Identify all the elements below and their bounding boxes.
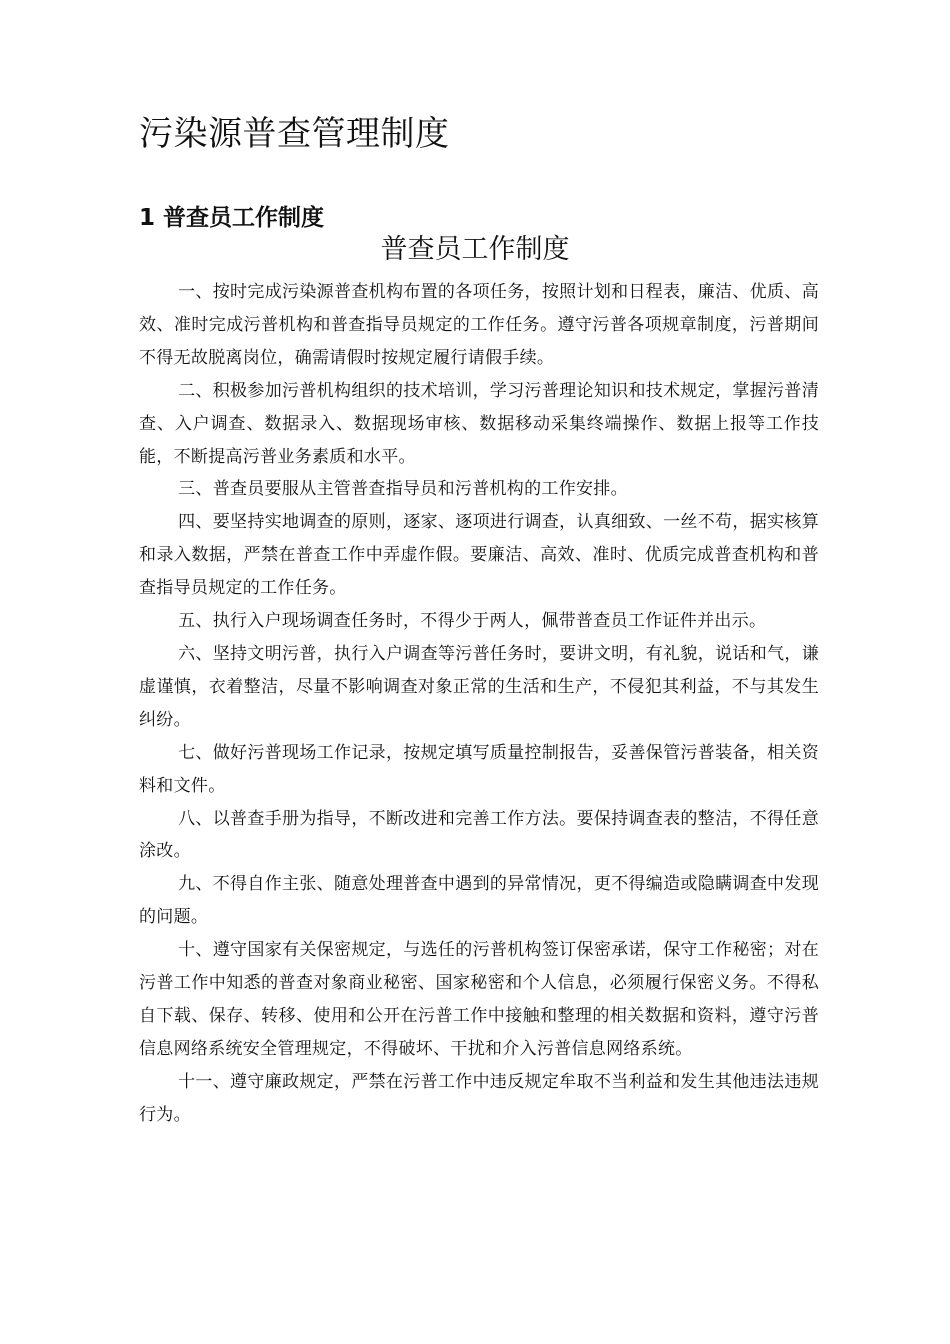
document-body	[139, 276, 819, 1132]
paragraph-2: 二、积极参加污普机构组织的技术培训，学习污普理论知识和技术规定，掌握污普清查、入户调查、数据录入、数据现场审核、数据移动采集终端操作、数据上报等工作技能，不断提高污普业务素质和水平。	[139, 380, 819, 467]
paragraph-6: 六、坚持文明污普，执行入户调查等污普任务时，要讲文明，有礼貌，说话和气，谦虚谨慎，衣着整洁，尽量不影响调查对象正常的生活和生产，不侵犯其利益，不与其发生纠纷。	[139, 643, 819, 730]
paragraph-5: 五、执行入户现场调查任务时，不得少于两人，佩带普查员工作证件并出示。	[178, 611, 767, 632]
section-heading: 1 普查员工作制度	[139, 205, 325, 231]
section-sub-title: 普查员工作制度	[380, 234, 570, 265]
paragraph-4: 四、要坚持实地调查的原则，逐家、逐项进行调查，认真细致、一丝不苟，据实核算和录入数据，严禁在普查工作中弄虚作假。要廉洁、高效、准时、优质完成普查机构和普查指导员规定的工作任务。	[139, 512, 819, 599]
paragraph-8: 八、以普查手册为指导，不断改进和完善工作方法。要保持调查表的整洁，不得任意涂改。	[139, 808, 819, 862]
paragraph-9: 九、不得自作主张、随意处理普查中遇到的异常情况，更不得编造或隐瞒调查中发现的问题。	[139, 874, 819, 928]
paragraph-11: 十一、遵守廉政规定，严禁在污普工作中违反规定牟取不当利益和发生其他违法违规行为。	[139, 1071, 819, 1125]
document-title: 污染源普查管理制度	[139, 114, 450, 154]
paragraph-10: 十、遵守国家有关保密规定，与选任的污普机构签订保密承诺，保守工作秘密；对在污普工作中知悉的普查对象商业秘密、国家秘密和个人信息，必须履行保密义务。不得私自下载、保存、转移、使用和公开在污普工作中接触和整理的相关数据和资料，遵守污普信息网络系统安全管理规定，不得破坏、干扰和介入污普信息网络系统。	[139, 940, 819, 1059]
paragraph-3: 三、普查员要服从主管普查指导员和污普机构的工作安排。	[178, 479, 628, 500]
paragraph-1: 一、按时完成污染源普查机构布置的各项任务，按照计划和日程表，廉洁、优质、高效、准时完成污普机构和普查指导员规定的工作任务。遵守污普各项规章制度，污普期间不得无故脱离岗位，确需请假时按规定履行请假手续。	[139, 282, 819, 368]
paragraph-7: 七、做好污普现场工作记录，按规定填写质量控制报告，妥善保管污普装备，相关资料和文件。	[139, 742, 819, 796]
